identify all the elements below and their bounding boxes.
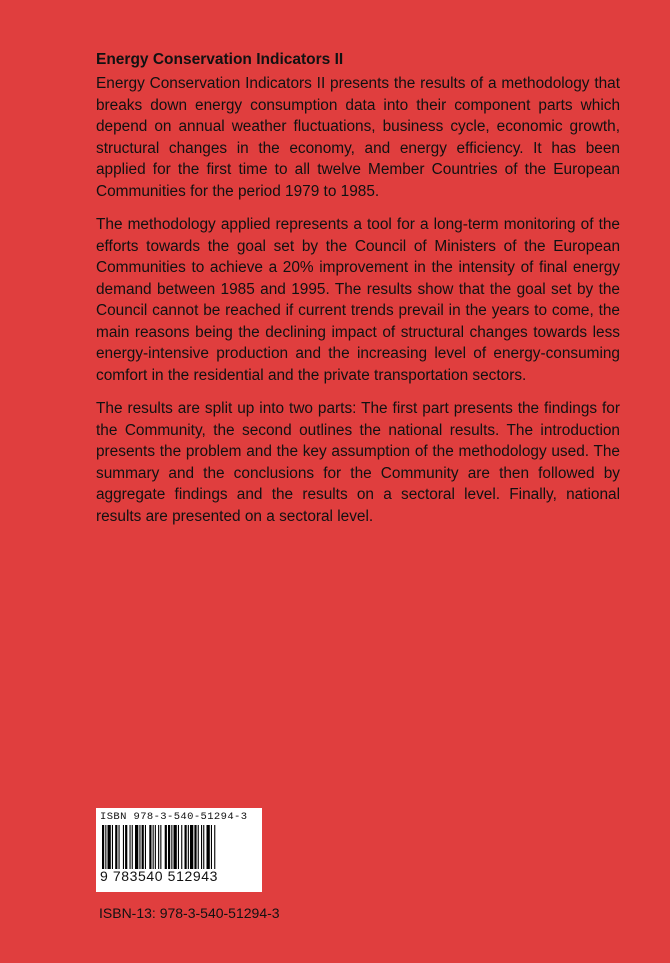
barcode-bar <box>153 825 154 869</box>
barcode-bar <box>130 825 131 869</box>
barcode-bar <box>160 825 161 869</box>
barcode-bar <box>115 825 117 869</box>
barcode-bar <box>149 825 151 869</box>
description-paragraph-3: The results are split up into two parts: The first part presents the findings for the Community, the second outlines the national results. The introduction presents the problem and the key assumption of the methodology used. The summary and the conclusions for the Community are then followed by aggregate findings and the results on a sectoral level. Finally, national results are presented on a sectoral level. <box>96 400 620 525</box>
barcode-bar <box>135 825 138 869</box>
barcode-bars <box>100 825 258 869</box>
barcode-bar <box>165 825 167 869</box>
barcode-bar <box>139 825 140 869</box>
barcode-bar <box>207 825 210 869</box>
barcode-bar <box>145 825 146 869</box>
barcode-bar <box>102 825 104 869</box>
barcode-bar <box>168 825 170 869</box>
barcode-bar <box>214 825 215 869</box>
barcode-bar <box>158 825 159 869</box>
barcode-bar <box>108 825 111 869</box>
barcode-bar <box>105 825 106 869</box>
barcode-block <box>96 808 262 892</box>
barcode-bar <box>203 825 204 869</box>
barcode-bar <box>125 825 127 869</box>
barcode-bar <box>132 825 133 869</box>
barcode-bar <box>211 825 212 869</box>
barcode-bar <box>119 825 120 869</box>
barcode-bar <box>194 825 196 869</box>
barcode-bar <box>185 825 187 869</box>
barcode-bar <box>123 825 124 869</box>
barcode-bar <box>171 825 172 869</box>
barcode-bar <box>181 825 182 869</box>
barcode-bar <box>178 825 179 869</box>
barcode-digits: 9 783540 512943 <box>100 868 218 884</box>
isbn-13-label: ISBN-13: 978-3-540-51294-3 <box>99 905 280 921</box>
barcode-bar <box>155 825 156 869</box>
barcode-isbn-label: ISBN 978-3-540-51294-3 <box>100 811 248 823</box>
barcode-bar <box>188 825 189 869</box>
barcode-bar <box>174 825 177 869</box>
barcode-bar <box>190 825 193 869</box>
barcode-bar <box>198 825 199 869</box>
back-cover-text <box>96 50 620 539</box>
book-title: Energy Conservation Indicators II <box>96 51 344 68</box>
barcode-bar <box>142 825 144 869</box>
description-paragraph-2: The methodology applied represents a tool for a long-term monitoring of the efforts towards the goal set by the Council of Ministers of the European Communities to achieve a 20% improvement in the intensity of final energy demand between 1985 and 1995. The results show that the goal set by the Council cannot be reached if current trends prevail in the years to come, the main reasons being the declining impact of structural changes towards less energy-intensive production and the increasing level of energy-consuming comfort in the residential and the private transportation sectors. <box>96 216 620 384</box>
barcode-bar <box>201 825 202 869</box>
description-paragraph-1: Energy Conservation Indicators II presents the results of a methodology that breaks down energy consumption data into their component parts which depend on annual weather fluctuations, business cycle, economic growth, structural changes in the economy, and energy efficiency. It has been applied for the first time to all twelve Member Countries of the European Communities for the period 1979 to 1985. <box>96 75 620 200</box>
barcode-bar <box>112 825 113 869</box>
